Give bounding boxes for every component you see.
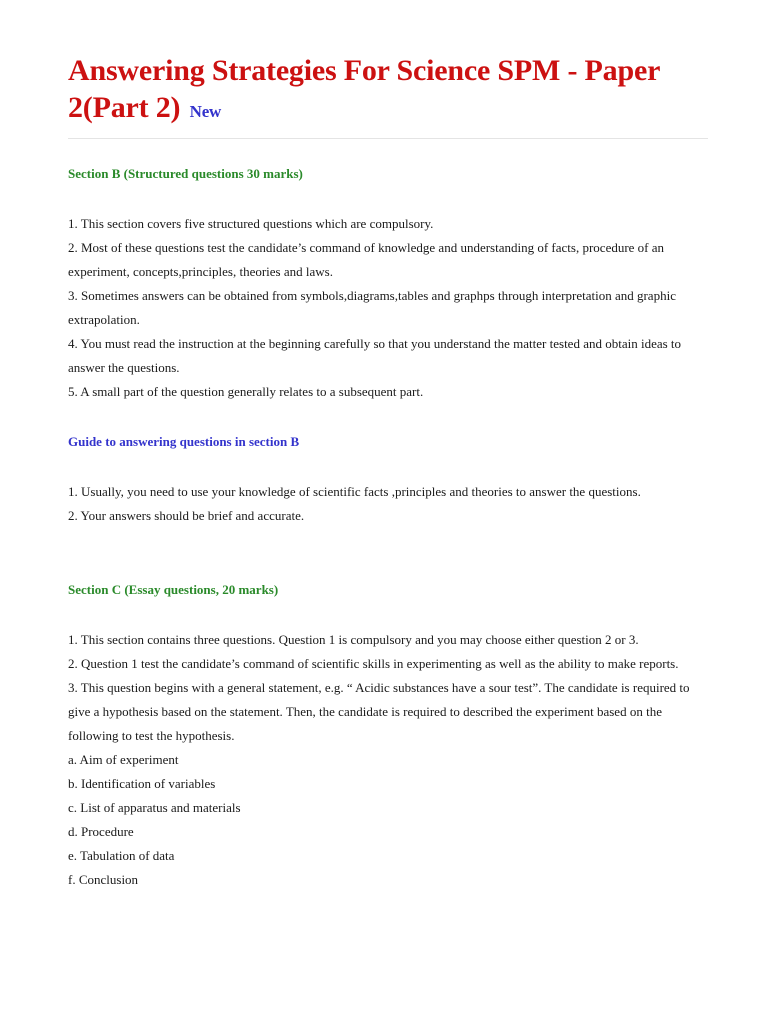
list-item: 1. This section contains three questions. Question 1 is compulsory and you may choose either question 2 or 3.	[68, 632, 639, 647]
list-item: 3. Sometimes answers can be obtained from symbols,diagrams,tables and graphps through interpretation and graphic extrapolation.	[68, 288, 676, 327]
title-divider	[68, 138, 708, 139]
list-item: 2. Most of these questions test the candidate’s command of knowledge and understanding of facts, procedure of an experiment, concepts,principles, theories and laws.	[68, 240, 665, 279]
section-b-heading: Section B (Structured questions 30 marks)	[68, 166, 303, 181]
new-badge: New	[189, 102, 222, 121]
list-item: d. Procedure	[68, 824, 134, 839]
guide-heading: Guide to answering questions in section B	[68, 434, 300, 449]
guide-list	[68, 480, 708, 528]
section-c-heading: Section C (Essay questions, 20 marks)	[68, 582, 279, 597]
list-item: a. Aim of experiment	[68, 752, 179, 767]
list-item: 1. This section covers five structured questions which are compulsory.	[68, 216, 434, 231]
list-item: 3. This question begins with a general statement, e.g. “ Acidic substances have a sour test”. The candidate is required to give a hypothesis based on the statement. Then, the candidate is required to described the experiment based on the following to test the hypothesis.	[68, 680, 690, 743]
list-item: b. Identification of variables	[68, 776, 216, 791]
list-item: 2. Question 1 test the candidate’s command of scientific skills in experimenting as well as the ability to make reports.	[68, 656, 679, 671]
list-item: e. Tabulation of data	[68, 848, 175, 863]
list-item: 5. A small part of the question generally relates to a subsequent part.	[68, 384, 424, 399]
document-page	[68, 52, 708, 892]
list-item: 1. Usually, you need to use your knowledge of scientific facts ,principles and theories to answer the questions.	[68, 484, 641, 499]
page-title	[68, 52, 708, 130]
section-b-list	[68, 212, 708, 404]
list-item: 4. You must read the instruction at the beginning carefully so that you understand the matter tested and obtain ideas to answer the questions.	[68, 336, 682, 375]
list-item: f. Conclusion	[68, 872, 139, 887]
list-item: 2. Your answers should be brief and accurate.	[68, 508, 305, 523]
title-text: Answering Strategies For Science SPM - Paper 2(Part 2)	[68, 54, 660, 124]
list-item: c. List of apparatus and materials	[68, 800, 241, 815]
section-c-list	[68, 628, 708, 892]
